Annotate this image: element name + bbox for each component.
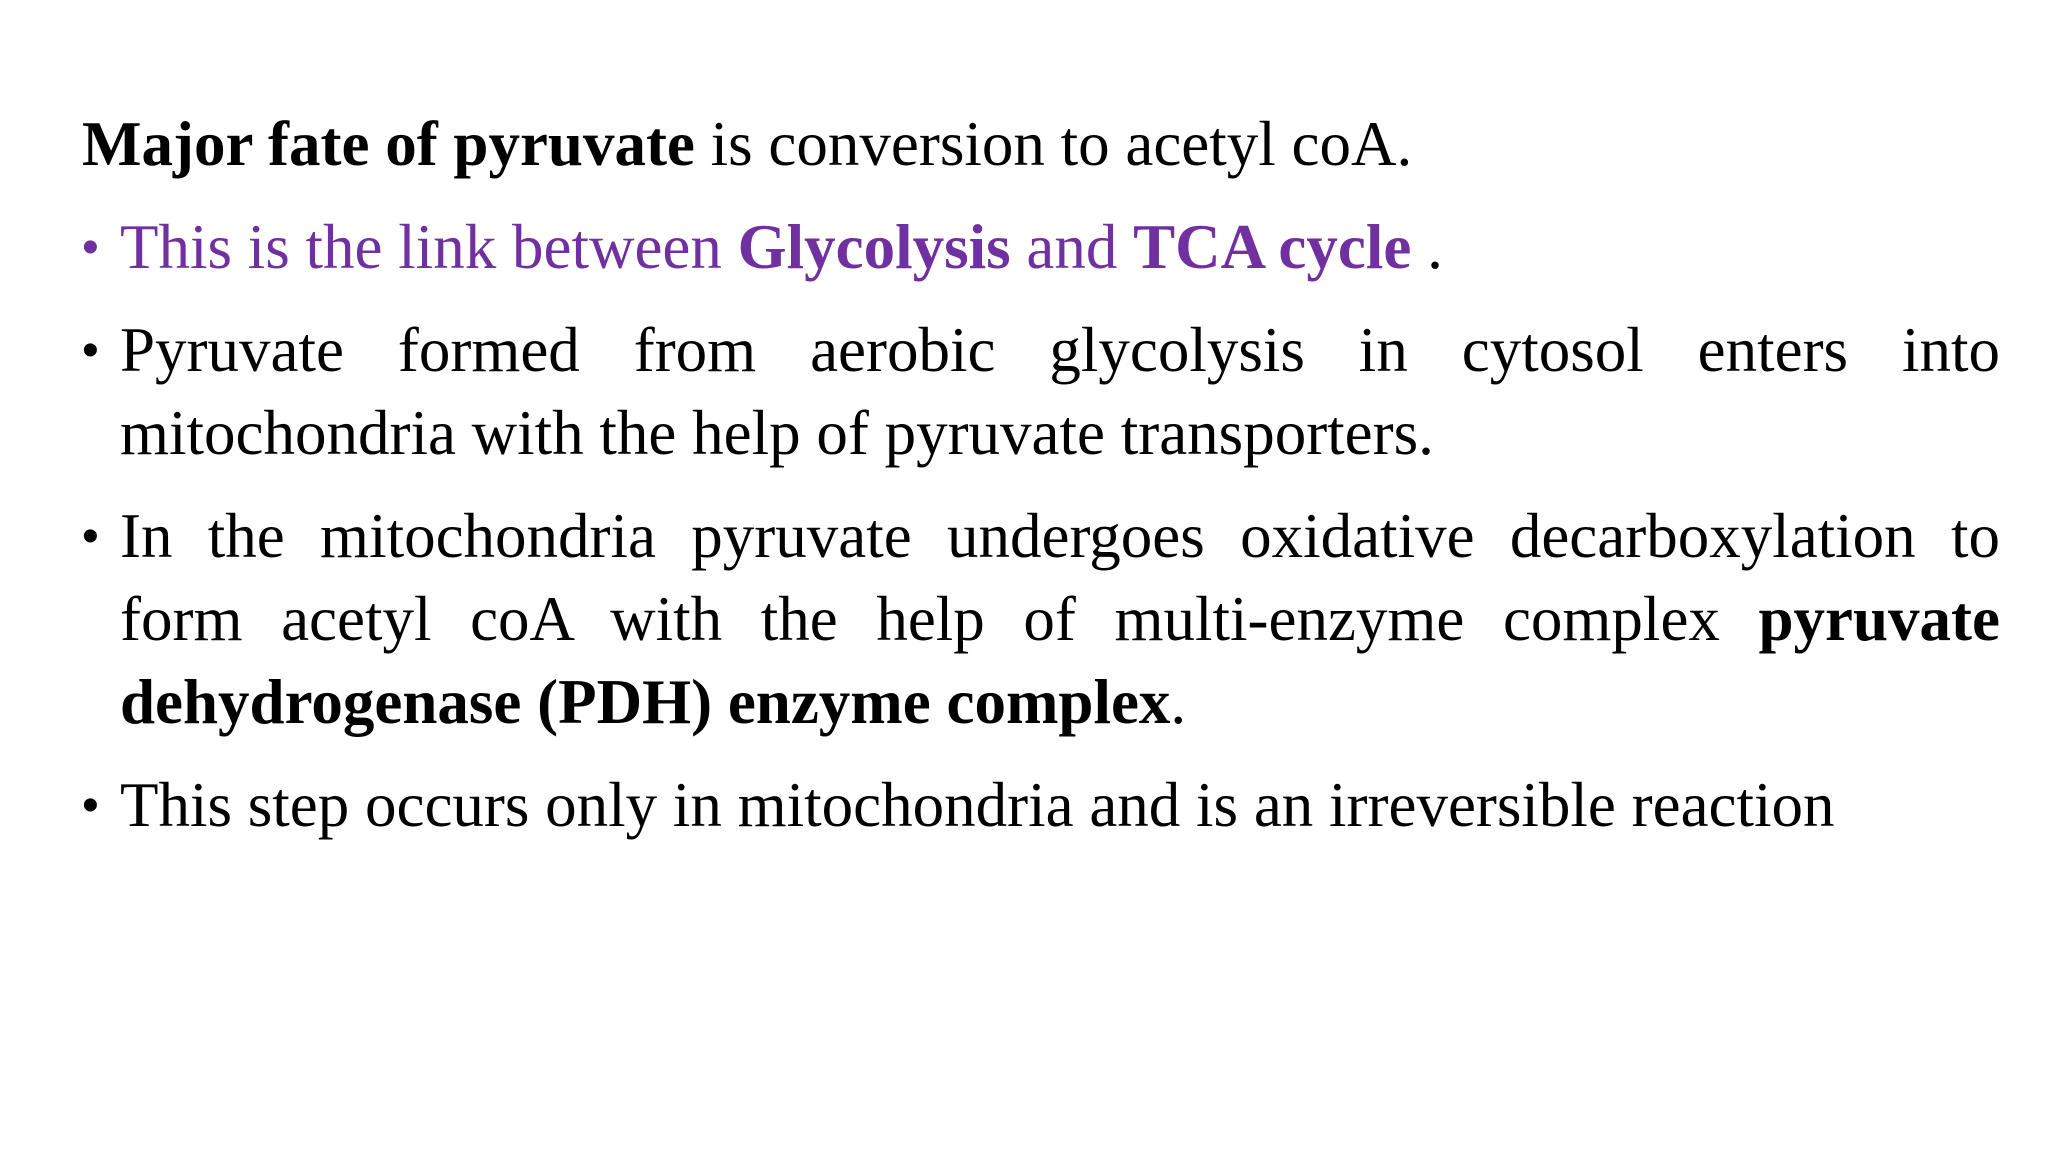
bullet-list [82,206,2000,847]
bullet-link-glycolysis-tca [82,206,2000,289]
heading-rest: is conversion to acetyl coA. [694,109,1413,179]
slide-content [82,102,2000,867]
bullet-pyruvate-transport [82,309,2000,475]
pdh-complex-term: pyruvate dehydrogenase (PDH) enzyme complex [120,584,2000,737]
bullet-marker: • [82,221,99,274]
bullet-marker: • [82,779,99,832]
bullet-text: and [1010,212,1134,282]
tca-cycle-term: TCA cycle [1133,212,1412,282]
bullet-oxidative-decarboxylation [82,495,2000,744]
bullet-tail: . [1411,212,1443,282]
heading-bold: Major fate of pyruvate [82,109,695,179]
slide-heading [82,102,2000,186]
glycolysis-term: Glycolysis [737,212,1011,282]
bullet-marker: • [82,324,99,377]
bullet-marker: • [82,510,99,563]
bullet-text: This is the link between [120,212,738,282]
bullet-tail: . [1170,667,1187,737]
bullet-text: This step occurs only in mitochondria and is an irreversible reaction [120,770,1835,840]
bullet-text: Pyruvate formed from aerobic glycolysis in cytosol enters into mitochondria with the help of pyruvate transporters. [120,315,2000,468]
bullet-irreversible-step [82,764,2000,847]
bullet-text: In the mitochondria pyruvate undergoes oxidative decarboxylation to form acetyl coA with the help of multi-enzyme complex [120,501,2000,654]
